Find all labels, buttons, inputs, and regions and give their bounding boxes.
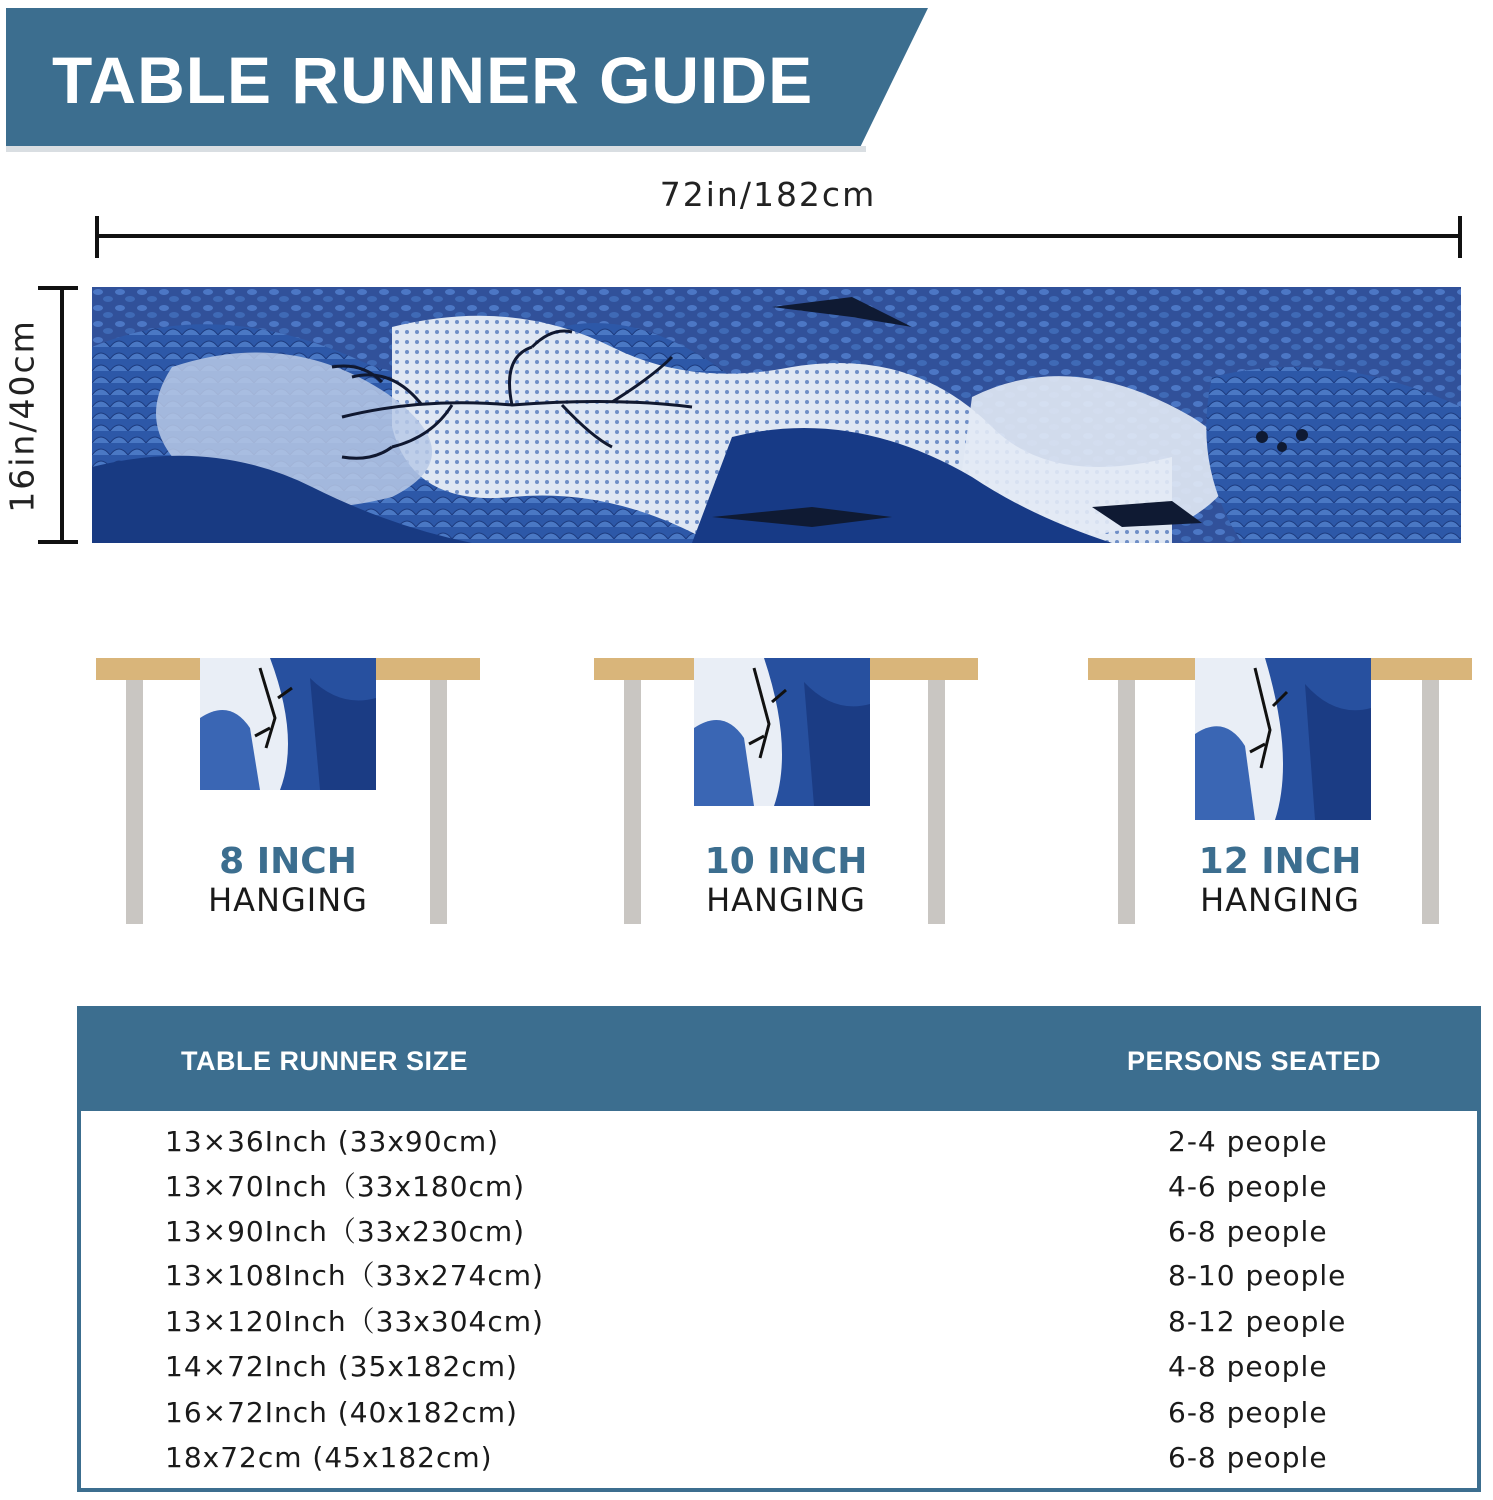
size-cell: 13×90Inch（33x230cm) [165, 1215, 526, 1248]
hanging-size-label: 8 INCH [219, 841, 357, 882]
runner-drape-image [1195, 658, 1371, 820]
table-row [81, 1256, 1477, 1300]
size-cell: 16×72Inch (40x182cm) [165, 1396, 518, 1429]
size-cell: 13×108Inch（33x274cm) [165, 1259, 544, 1292]
width-dimension-label: 72in/182cm [659, 175, 877, 214]
size-table [77, 1006, 1481, 1492]
seated-cell: 2-4 people [1168, 1125, 1328, 1158]
hanging-label: HANGING [1200, 881, 1360, 919]
width-dimension-cap-left [95, 216, 99, 258]
table-row [81, 1347, 1477, 1391]
table-diagram-12-inch [1088, 658, 1472, 928]
width-dimension-line [96, 234, 1462, 238]
size-cell: 18x72cm (45x182cm) [165, 1441, 493, 1474]
runner-drape-image [694, 658, 870, 806]
seated-column-header: PERSONS SEATED [1127, 1046, 1382, 1076]
width-dimension-cap-right [1458, 216, 1462, 258]
runner-drape-image [200, 658, 376, 790]
seated-cell: 4-8 people [1168, 1350, 1328, 1383]
title-banner-shadow [6, 146, 866, 152]
height-dimension-line [60, 288, 64, 544]
size-cell: 13×120Inch（33x304cm) [165, 1305, 544, 1338]
seated-cell: 8-12 people [1168, 1305, 1347, 1338]
table-row [81, 1302, 1477, 1346]
seated-cell: 8-10 people [1168, 1259, 1347, 1292]
height-dimension-cap-bottom [38, 540, 78, 544]
table-row [81, 1167, 1477, 1211]
seated-cell: 6-8 people [1168, 1441, 1328, 1474]
seated-cell: 4-6 people [1168, 1170, 1328, 1203]
hanging-label: HANGING [208, 881, 368, 919]
table-runner-pattern-image [92, 287, 1461, 543]
size-cell: 14×72Inch (35x182cm) [165, 1350, 518, 1383]
page-title: TABLE RUNNER GUIDE [52, 43, 814, 117]
size-cell: 13×70Inch（33x180cm) [165, 1170, 526, 1203]
table-row [81, 1393, 1477, 1437]
height-dimension-cap-top [38, 286, 78, 290]
table-diagram-10-inch [594, 658, 978, 928]
seated-cell: 6-8 people [1168, 1396, 1328, 1429]
hanging-size-label: 10 INCH [704, 841, 868, 882]
hanging-size-label: 12 INCH [1198, 841, 1362, 882]
height-dimension-label: 16in/40cm [2, 319, 42, 513]
size-column-header: TABLE RUNNER SIZE [181, 1046, 469, 1076]
table-row [81, 1438, 1477, 1482]
size-cell: 13×36Inch (33x90cm) [165, 1125, 500, 1158]
table-row [81, 1212, 1477, 1256]
hanging-label: HANGING [706, 881, 866, 919]
size-table-header [81, 1010, 1477, 1111]
table-row [81, 1122, 1477, 1166]
seated-cell: 6-8 people [1168, 1215, 1328, 1248]
table-diagram-8-inch [96, 658, 480, 928]
